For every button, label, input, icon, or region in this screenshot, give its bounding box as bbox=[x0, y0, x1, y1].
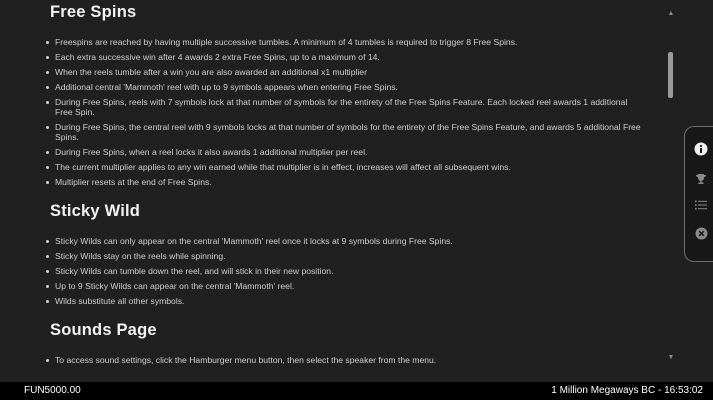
close-button[interactable] bbox=[693, 225, 709, 241]
list-item: Wilds substitute all other symbols. bbox=[44, 296, 644, 306]
list-item: Each extra successive win after 4 awards 2 extra Free Spins, up to a maximum of 14. bbox=[44, 52, 644, 62]
scrollbar[interactable] bbox=[667, 10, 675, 362]
list-item: During Free Spins, reels with 7 symbols lock at that number of symbols for the entirety of the Free Spins Feature. Each locked reel awards 1 additional Free Spin. bbox=[44, 97, 644, 117]
scroll-up-arrow-icon[interactable]: ▲ bbox=[667, 10, 675, 17]
scrollbar-thumb[interactable] bbox=[668, 52, 673, 98]
list-item: Up to 9 Sticky Wilds can appear on the central 'Mammoth' reel. bbox=[44, 281, 644, 291]
list-item: Freespins are reached by having multiple successive tumbles. A minimum of 4 tumbles is required to trigger 8 Free Spins. bbox=[44, 37, 644, 47]
sounds-page-list bbox=[44, 355, 644, 366]
free-spins-list bbox=[44, 37, 644, 192]
list-item: The current multiplier applies to any win earned while that multiplier is in effect, increases will affect all subsequent wins. bbox=[44, 162, 644, 172]
list-icon bbox=[695, 199, 707, 211]
list-item: Sticky Wilds can only appear on the central 'Mammoth' reel once it locks at 9 symbols during Free Spins. bbox=[44, 236, 644, 246]
sticky-wild-list bbox=[44, 236, 644, 311]
scroll-down-arrow-icon[interactable]: ▼ bbox=[667, 354, 675, 361]
list-item: During Free Spins, when a reel locks it also awards 1 additional multiplier per reel. bbox=[44, 147, 644, 157]
status-bar bbox=[0, 382, 713, 400]
side-menu bbox=[684, 126, 713, 262]
list-item: Additional central 'Mammoth' reel with up to 9 symbols appears when entering Free Spins. bbox=[44, 82, 644, 92]
section-title-sticky-wild: Sticky Wild bbox=[50, 202, 141, 220]
list-item: To access sound settings, click the Hamburger menu button, then select the speaker from the menu. bbox=[44, 355, 644, 365]
game-info-clock: 1 Million Megaways BC - 16:53:02 bbox=[551, 385, 703, 396]
list-item: Sticky Wilds can tumble down the reel, and will stick in their new position. bbox=[44, 266, 644, 276]
balance-display: FUN5000.00 bbox=[24, 385, 81, 396]
list-item: Sticky Wilds stay on the reels while spinning. bbox=[44, 251, 644, 261]
paytable-button[interactable] bbox=[693, 171, 709, 187]
section-title-sounds-page: Sounds Page bbox=[50, 321, 157, 339]
close-icon bbox=[695, 227, 708, 240]
list-item: Multiplier resets at the end of Free Spins. bbox=[44, 177, 644, 187]
trophy-icon bbox=[695, 173, 707, 185]
info-icon bbox=[694, 142, 708, 156]
info-button[interactable] bbox=[693, 141, 709, 157]
rules-list-button[interactable] bbox=[693, 197, 709, 213]
list-item: During Free Spins, the central reel with 9 symbols locks at that number of symbols for the entirety of the Free Spins Feature, and awards 5 additional Free Spins. bbox=[44, 122, 644, 142]
list-item: When the reels tumble after a win you are also awarded an additional x1 multiplier bbox=[44, 67, 644, 77]
section-title-free-spins: Free Spins bbox=[50, 3, 137, 21]
